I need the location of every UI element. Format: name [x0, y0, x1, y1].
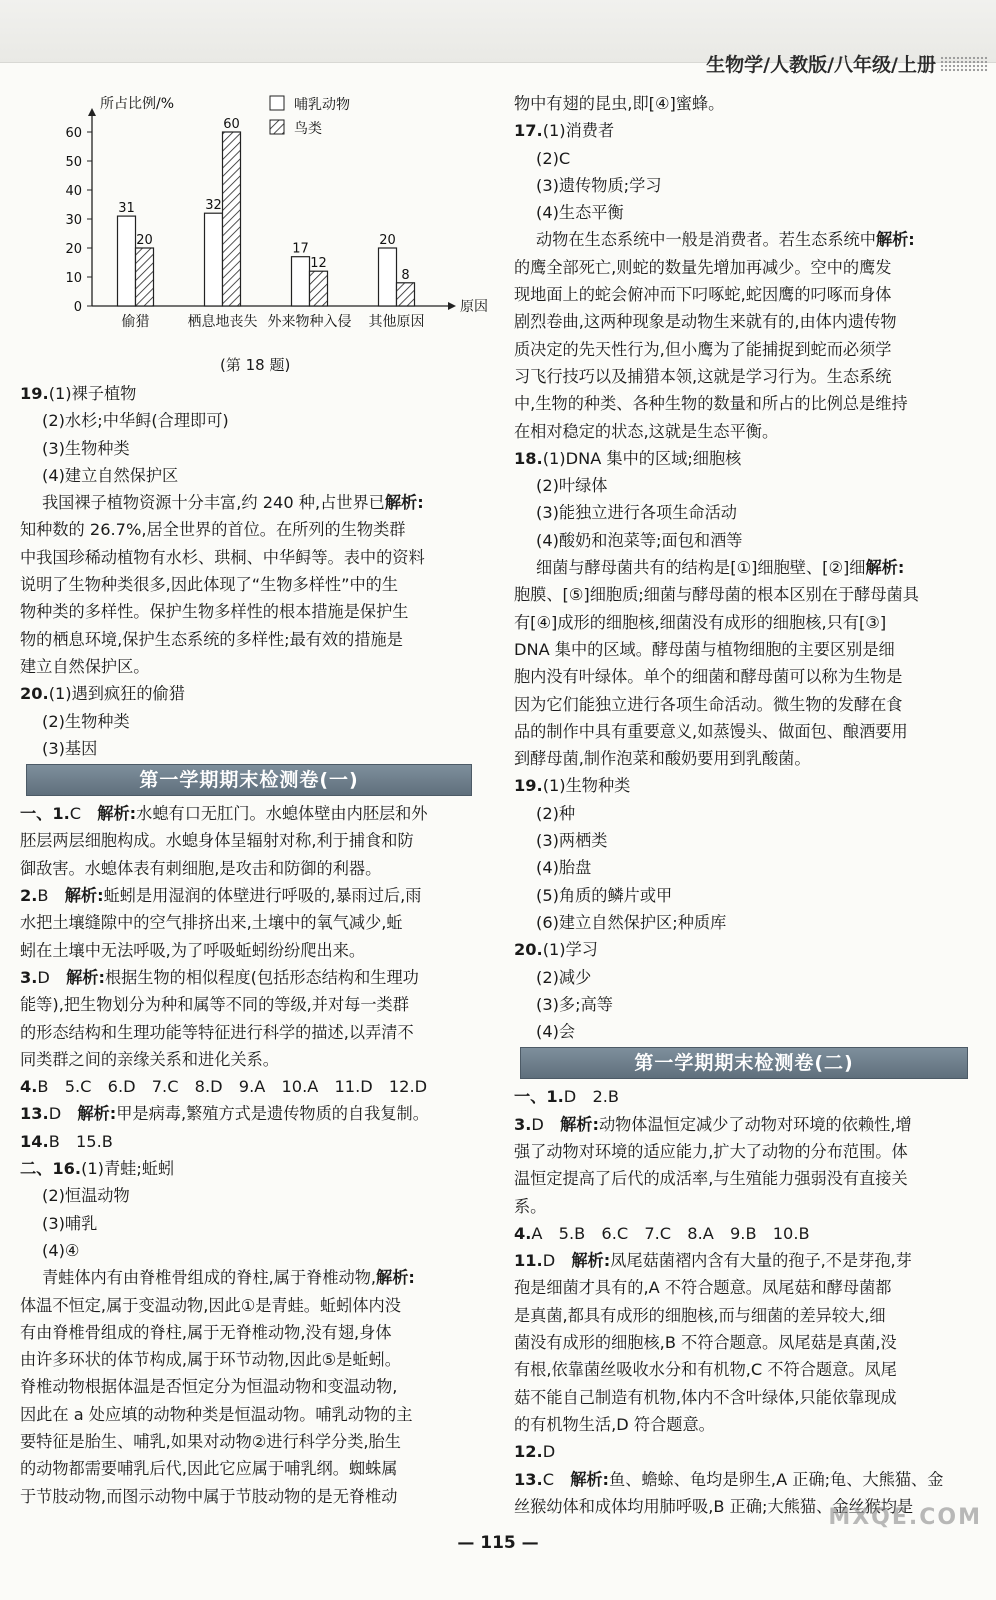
line-text: (1)遇到疯狂的偷猎	[48, 684, 185, 704]
question-number: 13.	[20, 1104, 49, 1124]
text-line	[514, 1411, 976, 1438]
text-line	[20, 516, 480, 543]
question-number: 4.	[20, 1077, 38, 1097]
line-text: (3)生物种类	[42, 438, 130, 458]
text-line	[514, 1438, 976, 1465]
line-text: D	[542, 1442, 556, 1462]
x-tick-label: 栖息地丧失	[187, 314, 258, 330]
line-text: (3)基因	[42, 738, 98, 758]
line-text: 现地面上的蛇会俯冲而下叼啄蛇,蛇因鹰的叼啄而身体	[514, 285, 892, 305]
x-tick-label: 偷猎	[121, 314, 150, 330]
analysis-label: 解析:	[865, 558, 905, 578]
question-number: 3.	[20, 967, 38, 987]
section-banner: 第一学期期末检测卷(一)	[26, 764, 472, 796]
line-text: 丝猴幼体和成体均用肺呼吸,B 正确;大熊猫、金丝猴均是	[514, 1496, 914, 1516]
text-line	[20, 909, 480, 936]
line-text: (2)恒温动物	[42, 1186, 130, 1206]
line-text: 知种数的 26.7%,居全世界的首位。在所列的生物类群	[20, 520, 406, 540]
text-line	[514, 117, 976, 144]
line-text: 中我国珍稀动植物有水杉、珙桐、中华鲟等。表中的资料	[20, 547, 425, 567]
question-number: 一、1.	[514, 1087, 564, 1107]
line-text: 物种类的多样性。保护生物多样性的根本措施是保护生	[20, 602, 409, 622]
text-line	[20, 800, 480, 827]
line-text: 动物体温恒定减少了动物对环境的依赖性,增	[598, 1114, 912, 1134]
figure-caption: (第 18 题)	[220, 356, 291, 374]
text-line	[514, 1083, 976, 1110]
page-number: — 115 —	[457, 1533, 539, 1553]
text-line	[20, 653, 480, 680]
legend-label: 哺乳动物	[294, 97, 350, 113]
line-text: C	[69, 804, 98, 824]
line-text: (3)能独立进行各项生命活动	[536, 503, 737, 523]
text-line	[20, 1046, 480, 1073]
line-text: C	[542, 1469, 571, 1489]
text-line	[514, 663, 976, 690]
line-text: (3)多;高等	[536, 994, 613, 1014]
text-line	[514, 1302, 976, 1329]
bar-value-label: 8	[401, 267, 410, 283]
right-column	[514, 90, 976, 1520]
analysis-label: 解析:	[875, 230, 915, 250]
bar-value-label: 20	[379, 233, 396, 248]
text-line	[20, 380, 480, 407]
y-tick-label: 0	[73, 300, 82, 315]
question-number: 20.	[20, 684, 49, 704]
text-line	[514, 1384, 976, 1411]
line-text: 品的制作中具有重要意义,如蒸馒头、做面包、酿酒要用	[514, 721, 908, 741]
text-line	[20, 1373, 480, 1400]
page-header	[0, 0, 996, 76]
line-text: 蚯蚓是用湿润的体壁进行呼吸的,暴雨过后,雨	[103, 886, 422, 906]
question-number: 14.	[20, 1131, 49, 1151]
y-tick-label: 60	[65, 126, 82, 141]
bar-chart	[20, 90, 490, 350]
text-line	[20, 1100, 480, 1127]
text-line	[514, 718, 976, 745]
text-line	[514, 472, 976, 499]
text-line	[20, 1210, 480, 1237]
analysis-label: 解析:	[97, 804, 137, 824]
line-text: (2)叶绿体	[536, 476, 608, 496]
question-number: 2.	[20, 886, 38, 906]
text-line	[20, 1155, 480, 1182]
line-text: 御敌害。水螅体表有刺细胞,是攻击和防御的利器。	[20, 858, 382, 878]
figure-18	[20, 90, 490, 380]
text-line	[514, 1111, 976, 1138]
question-number: 3.	[514, 1114, 532, 1134]
text-line	[514, 909, 976, 936]
line-text: 凤尾菇菌褶内含有大量的孢子,不是芽孢,芽	[610, 1251, 912, 1271]
line-text: (2)种	[536, 803, 576, 823]
text-line	[514, 226, 976, 253]
text-line	[20, 937, 480, 964]
line-text: 因此在 a 处应填的动物种类是恒温动物。哺乳动物的主	[20, 1404, 413, 1424]
text-line	[20, 1346, 480, 1373]
line-text: 建立自然保护区。	[20, 656, 150, 676]
text-line	[514, 964, 976, 991]
text-line	[20, 1182, 480, 1209]
question-number: 20.	[514, 940, 543, 960]
line-text: 鱼、蟾蜍、龟均是卵生,A 正确;龟、大熊猫、金	[609, 1469, 944, 1489]
text-line	[514, 499, 976, 526]
text-line	[514, 527, 976, 554]
text-line	[20, 1237, 480, 1264]
text-line	[20, 489, 480, 516]
analysis-label: 解析:	[66, 967, 105, 987]
section-banner: 第一学期期末检测卷(二)	[520, 1047, 968, 1079]
text-line	[20, 626, 480, 653]
x-axis-arrow	[448, 302, 456, 310]
line-text: (2)水杉;中华鲟(合理即可)	[42, 411, 229, 431]
question-number: 18.	[514, 448, 543, 468]
line-text: 蚓在土壤中无法呼吸,为了呼吸蚯蚓纷纷爬出来。	[20, 940, 366, 960]
text-line	[514, 390, 976, 417]
line-text: (3)两栖类	[536, 831, 608, 851]
question-number: 二、16.	[20, 1159, 82, 1179]
bar-value-label: 12	[310, 256, 327, 272]
x-axis-label: 原因	[460, 299, 488, 315]
text-line	[514, 772, 976, 799]
analysis-label: 解析:	[570, 1469, 610, 1489]
line-text: (4)会	[536, 1022, 576, 1042]
header-dot-pattern	[940, 56, 988, 72]
text-line	[20, 571, 480, 598]
text-line	[514, 554, 976, 581]
line-text: 的有机物生活,D 符合题意。	[514, 1414, 715, 1434]
line-text: 能等),把生物划分为种和属等不同的等级,并对每一类群	[20, 995, 409, 1015]
bar-value-label: 60	[223, 117, 240, 132]
text-line	[514, 936, 976, 963]
legend-swatch	[270, 96, 284, 110]
text-line	[20, 964, 480, 991]
text-line	[20, 1428, 480, 1455]
line-text: (2)C	[536, 148, 571, 168]
line-text: (3)遗传物质;学习	[536, 175, 662, 195]
line-text: 中,生物的种类、各种生物的数量和所占的比例总是维持	[514, 394, 908, 414]
line-text: (1)生物种类	[542, 776, 631, 796]
line-text: 有由脊椎骨组成的脊柱,属于无脊椎动物,没有翅,身体	[20, 1322, 392, 1342]
line-text: 系。	[514, 1196, 547, 1216]
line-text: (6)建立自然保护区;种质库	[536, 912, 727, 932]
question-number: 4.	[514, 1223, 532, 1243]
text-line	[20, 1483, 480, 1510]
line-text: (4)酸奶和泡菜等;面包和酒等	[536, 530, 743, 550]
line-text: 的鹰全部死亡,则蛇的数量先增加再减少。空中的鹰发	[514, 257, 892, 277]
line-text: B 15.B	[48, 1131, 113, 1151]
line-text: 是真菌,都具有成形的细胞核,而与细菌的差异较大,细	[514, 1305, 886, 1325]
bar-value-label: 20	[136, 233, 153, 248]
line-text: 温恒定提高了后代的成活率,与生殖能力强弱没有直接关	[514, 1169, 908, 1189]
line-text: (4)胎盘	[536, 858, 592, 878]
text-line	[514, 1329, 976, 1356]
line-text: (4)建立自然保护区	[42, 465, 179, 485]
line-text: 胚层两层细胞构成。水螅身体呈辐射对称,利于捕食和防	[20, 831, 414, 851]
text-line	[20, 1319, 480, 1346]
line-text: 因为它们能独立进行各项生命活动。微生物的发酵在食	[514, 694, 903, 714]
y-tick-label: 10	[65, 271, 82, 286]
line-text: 水螅有口无肛门。水螅体壁由内胚层和外	[136, 804, 428, 824]
bar-mammal	[118, 216, 136, 306]
bar-bird	[397, 283, 415, 306]
line-text: (2)减少	[536, 967, 592, 987]
bar-bird	[136, 248, 154, 306]
text-line	[514, 1018, 976, 1045]
text-line	[514, 636, 976, 663]
text-line	[514, 336, 976, 363]
text-line	[514, 1193, 976, 1220]
text-line	[20, 735, 480, 762]
text-line	[514, 1274, 976, 1301]
line-text: (1)学习	[542, 940, 598, 960]
text-line	[20, 598, 480, 625]
text-line	[514, 308, 976, 335]
analysis-label: 解析:	[571, 1251, 611, 1271]
left-column	[20, 90, 488, 1510]
line-text: 胞膜、[⑤]细胞质;细菌与酵母菌的根本区别在于酵母菌具	[514, 585, 919, 605]
line-text: 习飞行技巧以及捕猎本领,这就是学习行为。生态系统	[514, 366, 892, 386]
line-text: (5)角质的鳞片或甲	[536, 885, 673, 905]
bar-mammal	[292, 257, 310, 306]
text-line	[20, 855, 480, 882]
line-text: 胞内没有叶绿体。单个的细菌和酵母菌可以称为生物是	[514, 667, 903, 687]
line-text: 有[④]成形的细胞核,细菌没有成形的细胞核,只有[③]	[514, 612, 887, 632]
analysis-label: 解析:	[560, 1114, 599, 1134]
line-text: 有根,依靠菌丝吸收水分和有机物,C 不符合题意。凤尾	[514, 1360, 897, 1380]
text-line	[514, 800, 976, 827]
bar-value-label: 31	[118, 201, 135, 217]
analysis-label: 解析:	[64, 886, 104, 906]
text-line	[20, 882, 480, 909]
watermark: MXQE.COM	[828, 1505, 982, 1530]
text-line	[514, 145, 976, 172]
text-line	[514, 1466, 976, 1493]
analysis-label: 解析:	[384, 493, 424, 513]
question-number: 13.	[514, 1469, 543, 1489]
line-text: D 2.B	[563, 1087, 619, 1107]
text-line	[20, 708, 480, 735]
text-line	[514, 1138, 976, 1165]
line-text: 孢是细菌才具有的,A 不符合题意。凤尾菇和酵母菌都	[514, 1278, 892, 1298]
analysis-label: 解析:	[77, 1104, 117, 1124]
line-text: (1)青蛙;蚯蚓	[81, 1159, 175, 1179]
line-text: (1)裸子植物	[48, 384, 137, 403]
text-line	[20, 544, 480, 571]
text-line	[514, 445, 976, 472]
text-line	[514, 745, 976, 772]
y-tick-label: 20	[65, 242, 82, 257]
text-line	[20, 1401, 480, 1428]
text-line	[514, 172, 976, 199]
bar-bird	[223, 132, 241, 306]
line-text: 强了动物对环境的适应能力,扩大了动物的分布范围。体	[514, 1141, 908, 1161]
x-tick-label: 外来物种入侵	[267, 314, 352, 330]
line-text: 由许多环状的体节构成,属于环节动物,因此⑤是蚯蚓。	[20, 1350, 401, 1370]
text-line	[514, 609, 976, 636]
text-line	[20, 407, 480, 434]
text-line	[514, 1356, 976, 1383]
legend-label: 鸟类	[294, 121, 322, 137]
question-number: 11.	[514, 1251, 543, 1271]
text-line	[20, 1128, 480, 1155]
line-text: 质决定的先天性行为,但小鹰为了能捕捉到蛇而必须学	[514, 339, 892, 359]
text-line	[514, 1220, 976, 1247]
line-text: B 5.C 6.D 7.C 8.D 9.A 10.A 11.D 12.D	[37, 1077, 428, 1097]
question-number: 17.	[514, 121, 543, 141]
text-line	[514, 1247, 976, 1274]
text-line	[20, 1073, 480, 1100]
line-text: (1)消费者	[542, 121, 615, 141]
line-text: 青蛙体内有由脊椎骨组成的脊柱,属于脊椎动物,	[42, 1268, 377, 1288]
text-line	[20, 462, 480, 489]
text-line	[514, 199, 976, 226]
analysis-label: 解析:	[376, 1268, 415, 1288]
header-title: 生物学/人教版/八年级/上册	[706, 54, 936, 76]
line-text: 说明了生物种类很多,因此体现了“生物多样性”中的生	[20, 575, 399, 595]
text-line	[514, 854, 976, 881]
line-text: 菌没有成形的细胞核,B 不符合题意。凤尾菇是真菌,没	[514, 1333, 897, 1353]
line-text: 体温不恒定,属于变温动物,因此①是青蛙。蚯蚓体内没	[20, 1295, 401, 1315]
line-text: 的动物都需要哺乳后代,因此它应属于哺乳纲。蜘蛛属	[20, 1459, 398, 1479]
text-line	[514, 254, 976, 281]
line-text: 剧烈卷曲,这两种现象是动物生来就有的,由体内遗传物	[514, 312, 897, 332]
text-line	[514, 991, 976, 1018]
question-number: 12.	[514, 1442, 543, 1462]
line-text: (4)④	[42, 1240, 80, 1260]
bar-bird	[310, 271, 328, 306]
line-text: 根据生物的相似程度(包括形态结构和生理功	[104, 967, 419, 987]
text-line	[514, 90, 976, 117]
y-tick-label: 50	[65, 155, 82, 170]
line-text: 的形态结构和生理功能等特征进行科学的描述,以弄清不	[20, 1022, 414, 1042]
y-tick-label: 30	[65, 213, 82, 228]
y-axis-label: 所占比例/%	[100, 96, 175, 112]
line-text: B	[37, 886, 65, 906]
line-text: (2)生物种类	[42, 711, 130, 731]
line-text: (3)哺乳	[42, 1213, 98, 1233]
line-text: D	[48, 1104, 78, 1124]
line-text: 细菌与酵母菌共有的结构是[①]细胞壁、[②]细	[536, 558, 866, 578]
text-line	[20, 1292, 480, 1319]
line-text: 脊椎动物根据体温是否恒定分为恒温动物和变温动物,	[20, 1377, 398, 1397]
text-line	[514, 691, 976, 718]
line-text: 于节肢动物,而图示动物中属于节肢动物的是无脊椎动	[20, 1486, 398, 1506]
text-line	[20, 991, 480, 1018]
y-tick-label: 40	[65, 184, 82, 199]
text-line	[514, 882, 976, 909]
line-text: 我国裸子植物资源十分丰富,约 240 种,占世界已	[42, 493, 385, 513]
line-text: 水把土壤缝隙中的空气排挤出来,土壤中的氧气减少,蚯	[20, 913, 403, 933]
line-text: 动物在生态系统中一般是消费者。若生态系统中	[536, 230, 876, 250]
text-line	[514, 418, 976, 445]
line-text: DNA 集中的区域。酵母菌与植物细胞的主要区别是细	[514, 639, 895, 659]
line-text: 到酵母菌,制作泡菜和酸奶要用到乳酸菌。	[514, 749, 811, 769]
text-line	[20, 435, 480, 462]
line-text: 要特征是胎生、哺乳,如果对动物②进行科学分类,胎生	[20, 1431, 401, 1451]
text-line	[514, 581, 976, 608]
question-number: 一、1.	[20, 804, 70, 824]
line-text: (1)DNA 集中的区域;细胞核	[542, 448, 742, 468]
line-text: D	[531, 1114, 561, 1134]
line-text: D	[542, 1251, 572, 1271]
text-line	[514, 281, 976, 308]
right-answers	[514, 90, 976, 1520]
text-line	[514, 363, 976, 390]
text-line	[20, 1455, 480, 1482]
line-text: (4)生态平衡	[536, 203, 624, 223]
bar-mammal	[205, 213, 223, 306]
line-text: 甲是病毒,繁殖方式是遗传物质的自我复制。	[116, 1104, 429, 1124]
bar-mammal	[379, 248, 397, 306]
line-text: 菇不能自己制造有机物,体内不含叶绿体,只能依靠现成	[514, 1387, 897, 1407]
bar-value-label: 32	[205, 198, 222, 214]
text-line	[20, 1019, 480, 1046]
text-line	[514, 1165, 976, 1192]
line-text: 同类群之间的亲缘关系和进化关系。	[20, 1049, 279, 1069]
line-text: D	[37, 967, 67, 987]
text-line	[20, 1264, 480, 1291]
text-line	[514, 827, 976, 854]
y-axis-arrow	[88, 108, 96, 116]
line-text: A 5.B 6.C 7.C 8.A 9.B 10.B	[531, 1223, 810, 1243]
bar-value-label: 17	[292, 241, 309, 257]
question-number: 19.	[514, 776, 543, 796]
left-answers	[20, 380, 480, 1510]
question-number: 19.	[20, 384, 49, 403]
text-line	[20, 680, 480, 707]
line-text: 物中有翅的昆虫,即[④]蜜蜂。	[514, 94, 725, 113]
line-text: 物的栖息环境,保护生态系统的多样性;最有效的措施是	[20, 629, 403, 649]
text-line	[20, 827, 480, 854]
line-text: 在相对稳定的状态,这就是生态平衡。	[514, 421, 779, 441]
x-tick-label: 其他原因	[368, 314, 425, 330]
legend-swatch	[270, 120, 284, 134]
